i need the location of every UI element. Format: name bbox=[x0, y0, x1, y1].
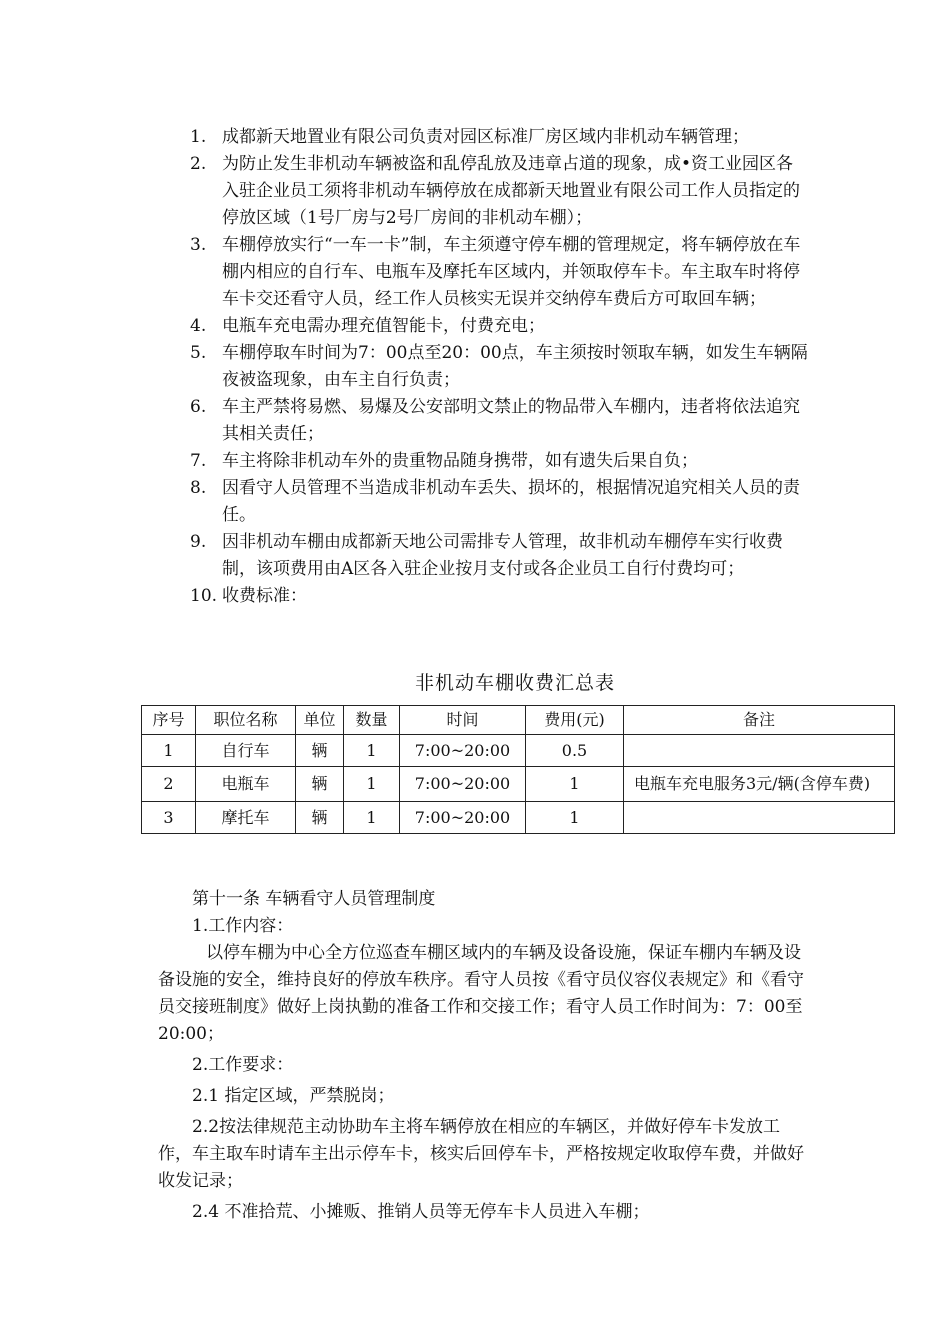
list-text: 车棚停放实行“一车一卡”制，车主须遵守停车棚的管理规定，将车辆停放在车棚内相应的自行车、电瓶车及摩托车区域内，并领取停车卡。车主取车时将停车卡交还看守人员，经工作人员核实无误并交纳停车费后方可取回车辆； bbox=[222, 235, 801, 309]
list-number: 6. bbox=[190, 397, 207, 417]
table-cell: 1 bbox=[142, 735, 196, 767]
list-text: 车棚停取车时间为7：00点至20：00点，车主须按时领取车辆，如发生车辆隔夜被盗现象，由车主自行负责； bbox=[222, 343, 808, 390]
table-cell: 2 bbox=[142, 767, 196, 802]
header-cell: 序号 bbox=[142, 706, 196, 735]
list-text: 电瓶车充电需办理充值智能卡，付费充电； bbox=[222, 316, 545, 336]
section-body bbox=[158, 886, 808, 1226]
list-item bbox=[190, 124, 810, 151]
table-row bbox=[142, 802, 895, 834]
list-number: 3. bbox=[190, 235, 207, 255]
list-number: 5. bbox=[190, 343, 207, 363]
table-cell: 0.5 bbox=[526, 735, 624, 767]
work-requirements-label: 2.工作要求： bbox=[192, 1055, 294, 1075]
list-number: 10. bbox=[190, 586, 218, 606]
list-text: 为防止发生非机动车辆被盗和乱停乱放及违章占道的现象，成•资工业园区各入驻企业员工须将非机动车辆停放在成都新天地置业有限公司工作人员指定的停放区域（1号厂房与2号厂房间的非机动车棚）； bbox=[222, 154, 800, 228]
fee-table bbox=[141, 705, 895, 834]
header-cell: 费用(元) bbox=[526, 706, 624, 735]
list-text: 因非机动车棚由成都新天地公司需排专人管理，故非机动车棚停车实行收费制，该项费用由A区各入驻企业按月支付或各企业员工自行付费均可； bbox=[222, 532, 783, 579]
list-number: 7. bbox=[190, 451, 207, 471]
requirement-2-1: 2.1 指定区域，严禁脱岗； bbox=[192, 1086, 395, 1106]
header-cell: 单位 bbox=[296, 706, 344, 735]
table-cell: 电瓶车 bbox=[196, 767, 296, 802]
list-text: 收费标准： bbox=[222, 586, 307, 606]
list-text: 车主将除非机动车外的贵重物品随身携带，如有遗失后果自负； bbox=[222, 451, 698, 471]
work-content-paragraph: 以停车棚为中心全方位巡查车棚区域内的车辆及设备设施，保证车棚内车辆及设备设施的安全，维持良好的停放车秩序。看守人员按《看守员仪容仪表规定》和《看守员交接班制度》做好上岗执勤的准备工作和交接工作；看守人员工作时间为：7：00至20:00； bbox=[158, 943, 804, 1044]
table-cell: 1 bbox=[344, 802, 400, 834]
list-item bbox=[190, 313, 810, 340]
work-content-label: 1.工作内容： bbox=[192, 916, 294, 936]
list-number: 2. bbox=[190, 154, 207, 174]
list-text: 成都新天地置业有限公司负责对园区标准厂房区域内非机动车辆管理； bbox=[222, 127, 749, 147]
header-cell: 数量 bbox=[344, 706, 400, 735]
table-cell: 自行车 bbox=[196, 735, 296, 767]
table-cell bbox=[624, 735, 895, 767]
table-cell: 辆 bbox=[296, 802, 344, 834]
list-number: 9. bbox=[190, 532, 207, 552]
requirement-2-4: 2.4 不准拾荒、小摊贩、推销人员等无停车卡人员进入车棚； bbox=[192, 1202, 650, 1222]
table-cell: 摩托车 bbox=[196, 802, 296, 834]
list-item bbox=[190, 340, 810, 394]
table-title: 非机动车棚收费汇总表 bbox=[414, 672, 615, 694]
list-text: 因看守人员管理不当造成非机动车丢失、损坏的，根据情况追究相关人员的责任。 bbox=[222, 478, 800, 525]
list-item bbox=[190, 583, 810, 610]
list-item bbox=[190, 529, 810, 583]
table-cell: 1 bbox=[344, 735, 400, 767]
list-number: 8. bbox=[190, 478, 207, 498]
note-cell: 电瓶车充电服务3元/辆(含停车费) bbox=[624, 767, 895, 802]
table-cell: 7:00~20:00 bbox=[400, 802, 526, 834]
list-item bbox=[190, 475, 810, 529]
table-cell: 辆 bbox=[296, 767, 344, 802]
list-item bbox=[190, 151, 810, 232]
table-cell: 7:00~20:00 bbox=[400, 767, 526, 802]
rules-list bbox=[190, 124, 810, 610]
list-item bbox=[190, 232, 810, 313]
list-number: 4. bbox=[190, 316, 207, 336]
list-item bbox=[190, 448, 810, 475]
table-cell: 1 bbox=[526, 767, 624, 802]
header-cell: 职位名称 bbox=[196, 706, 296, 735]
requirement-2-2: 2.2按法律规范主动协助车主将车辆停放在相应的车辆区，并做好停车卡发放工作，车主取车时请车主出示停车卡，核实后回停车卡，严格按规定收取停车费，并做好收发记录； bbox=[158, 1117, 804, 1191]
list-text: 车主严禁将易燃、易爆及公安部明文禁止的物品带入车棚内，违者将依法追究其相关责任； bbox=[222, 397, 800, 444]
table-cell: 7:00~20:00 bbox=[400, 735, 526, 767]
list-number: 1. bbox=[190, 127, 207, 147]
table-row bbox=[142, 735, 895, 767]
header-cell: 时间 bbox=[400, 706, 526, 735]
section-heading: 第十一条 车辆看守人员管理制度 bbox=[192, 889, 436, 909]
header-cell: 备注 bbox=[624, 706, 895, 735]
table-row bbox=[142, 767, 895, 802]
table-header-row bbox=[142, 706, 895, 735]
table-cell: 1 bbox=[526, 802, 624, 834]
list-item bbox=[190, 394, 810, 448]
table-cell: 1 bbox=[344, 767, 400, 802]
table-cell bbox=[624, 802, 895, 834]
table-cell: 辆 bbox=[296, 735, 344, 767]
table-cell: 3 bbox=[142, 802, 196, 834]
